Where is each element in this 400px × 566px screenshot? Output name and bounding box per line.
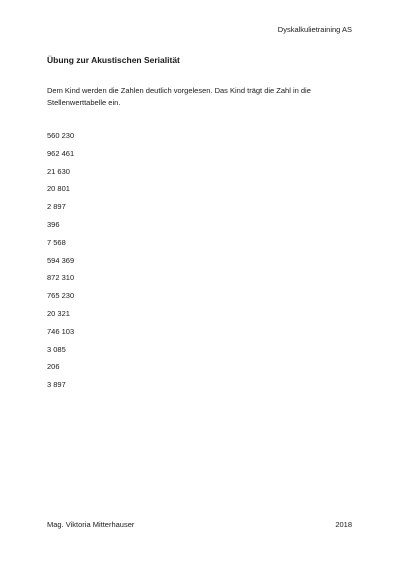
page-footer xyxy=(47,520,352,530)
number-item: 560 230 xyxy=(47,131,75,140)
intro-line: Stellenwerttabelle ein. xyxy=(47,98,121,107)
number-item: 872 310 xyxy=(47,273,75,283)
intro-line: Dem Kind werden die Zahlen deutlich vorgelesen. Das Kind trägt die Zahl in die xyxy=(47,86,311,95)
number-item: 7 568 xyxy=(47,237,66,247)
number-item: 746 103 xyxy=(47,326,75,336)
footer-year: 2018 xyxy=(335,520,352,529)
intro-paragraph xyxy=(47,85,311,109)
page-title: Übung zur Akustischen Serialität xyxy=(47,55,180,65)
number-item: 20 801 xyxy=(47,184,70,194)
number-item: 594 369 xyxy=(47,255,75,265)
page-header: Dyskalkulietraining AS xyxy=(277,25,352,34)
number-item: 765 230 xyxy=(47,291,75,301)
footer-author: Mag. Viktoria Mitterhauser xyxy=(47,520,135,529)
number-item: 21 630 xyxy=(47,166,70,176)
number-item: 3 897 xyxy=(47,380,66,390)
number-item: 962 461 xyxy=(47,148,75,158)
number-item: 206 xyxy=(47,362,60,372)
number-item: 3 085 xyxy=(47,344,66,354)
number-list xyxy=(47,130,74,397)
number-item: 2 897 xyxy=(47,202,66,212)
number-item: 396 xyxy=(47,219,60,229)
number-item: 20 321 xyxy=(47,308,70,318)
